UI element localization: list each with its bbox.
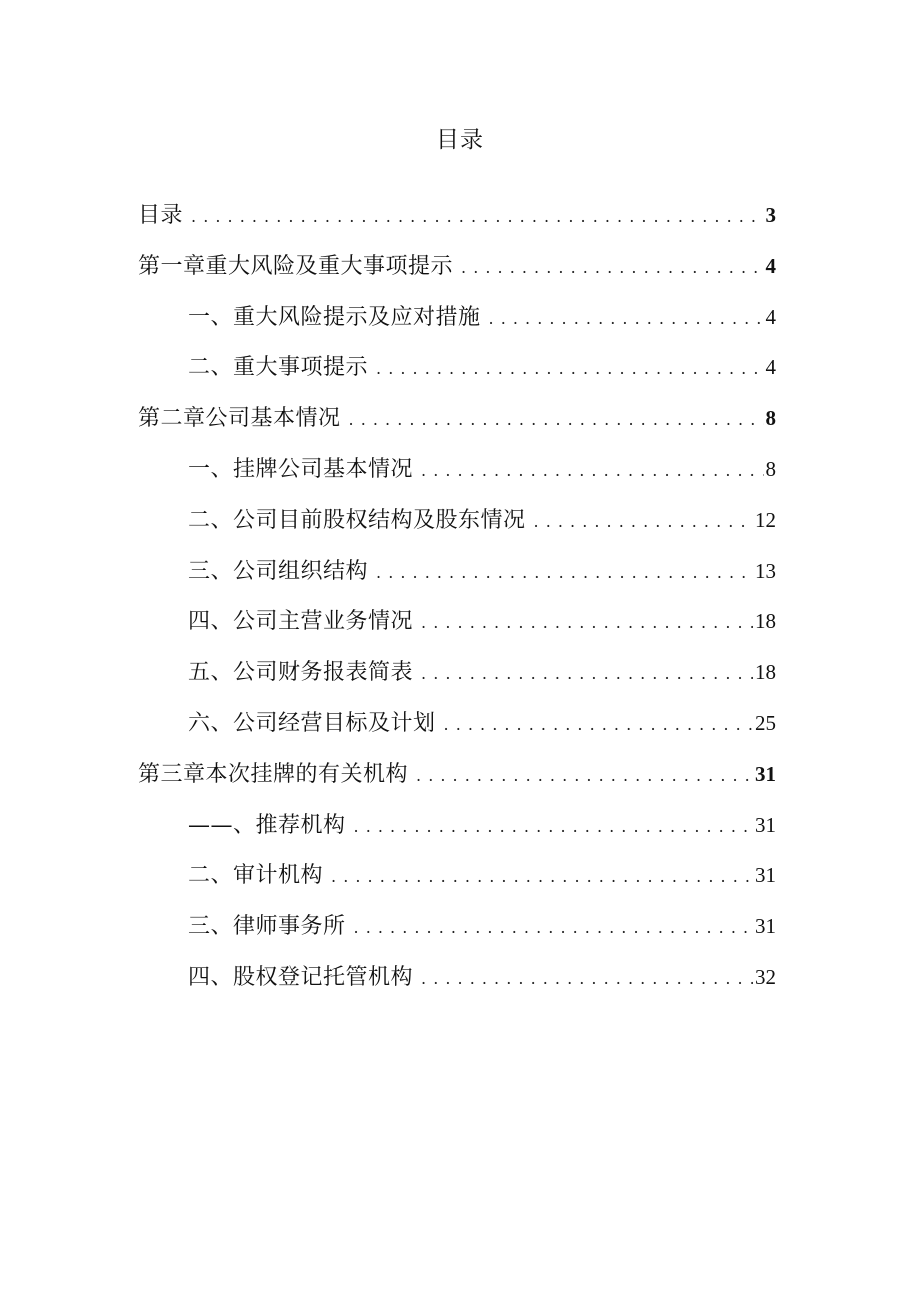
toc-entry-label: 二、公司目前股权结构及股东情况	[188, 507, 526, 533]
toc-entry[interactable]	[138, 800, 776, 851]
toc-entry[interactable]	[138, 292, 776, 343]
toc-entry-label: 四、股权登记托管机构	[188, 964, 414, 990]
toc-entry-label: 三、律师事务所	[188, 914, 346, 940]
toc-entry[interactable]	[138, 952, 776, 1003]
toc-leader-dots	[191, 192, 763, 243]
toc-entry-label: 四、公司主营业务情况	[188, 609, 414, 635]
toc-leader-dots	[421, 446, 763, 497]
page-title: 目录	[436, 127, 484, 153]
toc-entry-label: 五、公司财务报表简表	[188, 660, 414, 686]
toc-entry[interactable]	[138, 393, 776, 444]
toc-leader-dots	[349, 395, 764, 446]
toc-entry[interactable]	[138, 342, 776, 393]
toc-entry-page: 12	[755, 507, 776, 532]
toc-leader-dots	[354, 802, 753, 853]
toc-entry-label: 三、公司组织结构	[188, 558, 369, 584]
toc-entry[interactable]	[138, 495, 776, 546]
toc-entry[interactable]	[138, 546, 776, 597]
toc-entry-label: 一、重大风险提示及应对措施	[188, 304, 481, 330]
toc-entry-label: 六、公司经营目标及计划	[188, 710, 436, 736]
toc-leader-dots	[354, 903, 753, 954]
table-of-contents	[138, 190, 776, 1003]
toc-leader-dots	[534, 497, 753, 548]
toc-entry-label: 第三章本次挂牌的有关机构	[138, 761, 409, 787]
toc-entry[interactable]	[138, 241, 776, 292]
toc-leader-dots	[331, 852, 753, 903]
toc-entry-page: 31	[755, 914, 776, 939]
toc-entry-page: 18	[755, 609, 776, 634]
toc-leader-dots	[461, 243, 763, 294]
toc-entry-page: 25	[755, 710, 776, 735]
toc-entry-label: ——、推荐机构	[188, 812, 346, 838]
toc-entry-page: 4	[765, 355, 776, 380]
toc-entry-label: 第一章重大风险及重大事项提示	[138, 253, 454, 279]
toc-entry-page: 4	[765, 253, 776, 278]
toc-entry-page: 13	[755, 558, 776, 583]
toc-entry-page: 3	[765, 203, 776, 227]
toc-entry-page: 31	[755, 863, 776, 888]
toc-leader-dots	[421, 598, 753, 649]
toc-entry[interactable]	[138, 901, 776, 952]
toc-leader-dots	[421, 954, 753, 1005]
toc-entry[interactable]	[138, 190, 776, 241]
toc-entry-page: 31	[755, 812, 776, 837]
toc-entry-label: 目录	[138, 203, 184, 228]
toc-leader-dots	[416, 751, 753, 802]
toc-entry-page: 8	[765, 456, 776, 481]
toc-leader-dots	[376, 548, 753, 599]
toc-entry-label: 二、重大事项提示	[188, 355, 369, 381]
toc-entry[interactable]	[138, 749, 776, 800]
toc-leader-dots	[489, 294, 764, 345]
toc-entry-label: 二、审计机构	[188, 863, 324, 889]
toc-entry-page: 18	[755, 660, 776, 685]
toc-entry[interactable]	[138, 647, 776, 698]
toc-leader-dots	[421, 649, 753, 700]
toc-entry[interactable]	[138, 698, 776, 749]
toc-leader-dots	[444, 700, 753, 751]
toc-entry-page: 31	[755, 761, 776, 786]
toc-entry-page: 4	[765, 304, 776, 329]
toc-entry-label: 第二章公司基本情况	[138, 406, 341, 432]
toc-entry-label: 一、挂牌公司基本情况	[188, 456, 414, 482]
toc-leader-dots	[376, 344, 763, 395]
toc-entry[interactable]	[138, 596, 776, 647]
toc-entry[interactable]	[138, 444, 776, 495]
toc-entry-page: 32	[755, 964, 776, 989]
toc-entry-page: 8	[765, 406, 776, 431]
toc-entry[interactable]	[138, 850, 776, 901]
